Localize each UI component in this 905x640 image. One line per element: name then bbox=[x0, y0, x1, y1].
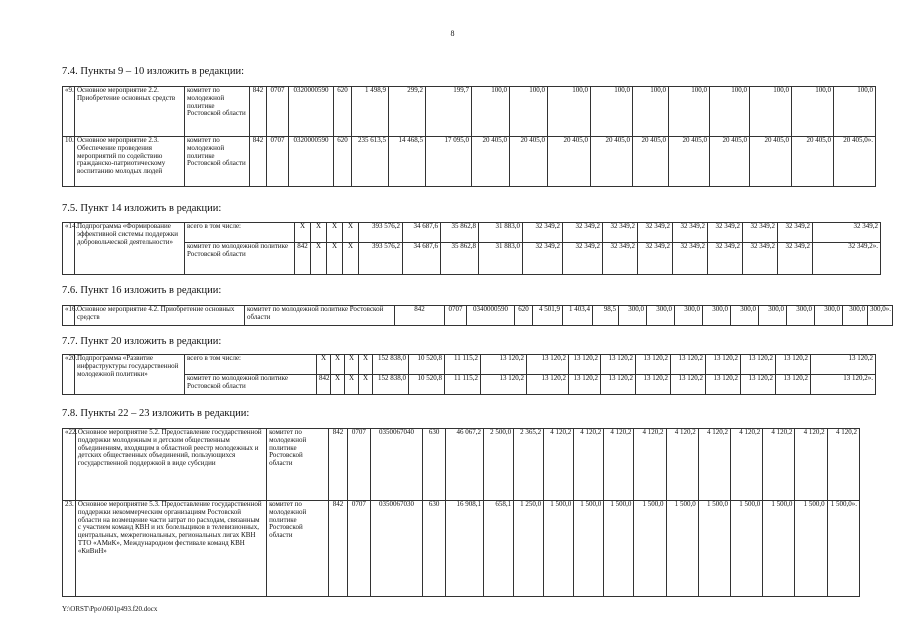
code-cell: X bbox=[359, 355, 373, 375]
code-cell: X bbox=[331, 355, 345, 375]
amount-cell: 13 120,2 bbox=[706, 355, 741, 375]
amount-cell: 13 120,2 bbox=[527, 355, 569, 375]
amount-cell: 32 349,2 bbox=[523, 243, 563, 275]
csr-code: 0350067040 bbox=[371, 429, 423, 501]
amount-cell: 100,0 bbox=[669, 87, 710, 137]
amount-cell: 299,2 bbox=[389, 87, 426, 137]
amount-cell: 20 405,0 bbox=[710, 137, 750, 187]
table-row bbox=[63, 375, 876, 395]
amount-cell: 300,0 bbox=[619, 306, 647, 326]
csr-code: 0350067030 bbox=[371, 501, 423, 597]
amount-cell: 300,0 bbox=[815, 306, 843, 326]
table-7-4 bbox=[62, 86, 876, 187]
amount-cell: 4 120,2 bbox=[698, 429, 730, 501]
code-cell: X bbox=[311, 223, 327, 243]
code-cell: 842 bbox=[317, 375, 331, 395]
amount-cell: 20 405,0 bbox=[591, 137, 633, 187]
amount-cell: 100,0 bbox=[792, 87, 834, 137]
amount-cell: 13 120,2 bbox=[601, 375, 636, 395]
section-heading-7-5: 7.5. Пункт 14 изложить в редакции: bbox=[62, 203, 222, 214]
amount-cell: 32 349,2 bbox=[813, 223, 881, 243]
amount-cell: 32 349,2 bbox=[563, 243, 603, 275]
table-row bbox=[63, 243, 881, 275]
amount-cell: 13 120,2 bbox=[776, 355, 811, 375]
amount-cell: 20 405,0 bbox=[472, 137, 510, 187]
amount-cell: 32 349,2 bbox=[563, 223, 603, 243]
amount-cell: 32 349,2 bbox=[743, 223, 778, 243]
amount-cell: 1 500,0 bbox=[574, 501, 604, 597]
amount-cell: 35 862,8 bbox=[441, 223, 479, 243]
row-number: 10. bbox=[63, 137, 75, 187]
code-cell: X bbox=[343, 243, 359, 275]
table-7-8 bbox=[62, 428, 860, 597]
amount-cell: 34 687,6 bbox=[403, 243, 441, 275]
amount-cell: 32 349,2 bbox=[708, 243, 743, 275]
amount-cell: 13 120,2». bbox=[811, 375, 876, 395]
amount-cell: 31 883,0 bbox=[479, 223, 523, 243]
amount-cell: 20 405,0 bbox=[669, 137, 710, 187]
amount-cell: 1 498,9 bbox=[352, 87, 389, 137]
amount-cell: 4 120,2 bbox=[544, 429, 574, 501]
amount-cell: 1 500,0 bbox=[666, 501, 698, 597]
amount-cell: 2 365,2 bbox=[514, 429, 544, 501]
csr-code: 0340000590 bbox=[467, 306, 515, 326]
code-cell: X bbox=[311, 243, 327, 275]
amount-cell: 32 349,2 bbox=[603, 223, 638, 243]
csr-code: 0320000590 bbox=[289, 87, 334, 137]
amount-cell: 4 120,2 bbox=[634, 429, 666, 501]
amount-cell: 1 500,0 bbox=[763, 501, 795, 597]
executor: комитет по молодежной политике Ростовской области bbox=[245, 306, 395, 326]
amount-cell: 300,0 bbox=[703, 306, 731, 326]
amount-cell: 13 120,2 bbox=[636, 355, 671, 375]
amount-cell: 1 403,4 bbox=[563, 306, 593, 326]
amount-cell: 13 120,2 bbox=[741, 375, 776, 395]
measure-name: Основное мероприятие 2.3. Обеспечение проведения мероприятий по содействию гражданско-патриотическому воспитанию молодых людей bbox=[75, 137, 185, 187]
amount-cell: 11 115,2 bbox=[445, 355, 481, 375]
amount-cell: 1 500,0 bbox=[544, 501, 574, 597]
amount-cell: 1 500,0 bbox=[634, 501, 666, 597]
executor: комитет по молодежной политике Ростовской области bbox=[185, 137, 250, 187]
table-row bbox=[63, 355, 876, 375]
table-7-5 bbox=[62, 222, 881, 275]
amount-cell: 34 687,6 bbox=[403, 223, 441, 243]
subprogram-name: Подпрограмма «Развитие инфраструктуры государственной молодежной политики» bbox=[75, 355, 185, 395]
executor: комитет по молодежной политике Ростовской области bbox=[185, 243, 295, 275]
table-7-6 bbox=[62, 305, 893, 326]
amount-cell: 32 349,2 bbox=[523, 223, 563, 243]
row-number: «22. bbox=[63, 429, 76, 501]
amount-cell: 1 250,0 bbox=[514, 501, 544, 597]
amount-cell: 32 349,2 bbox=[638, 223, 673, 243]
code-cell: X bbox=[345, 375, 359, 395]
amount-cell: 20 405,0 bbox=[548, 137, 591, 187]
amount-cell: 1 500,0 bbox=[698, 501, 730, 597]
amount-cell: 4 120,2 bbox=[574, 429, 604, 501]
measure-name: Основное мероприятие 5.3. Предоставление государственной поддержки некоммерческим организациям Ростовской области на возмещение части затрат по расходам, связанным с участием команд КВН и их болельщиков в телевизионных, центральных, межрегиональных, региональных лигах КВН ТТО «АМиК», Международном фестивале команд КВН «КиВиН» bbox=[75, 501, 266, 597]
table-row bbox=[63, 306, 893, 326]
amount-cell: 100,0 bbox=[834, 87, 876, 137]
amount-cell: 300,0 bbox=[759, 306, 787, 326]
grbs-code: 842 bbox=[250, 87, 267, 137]
amount-cell: 13 120,2 bbox=[481, 375, 527, 395]
section-heading-7-7: 7.7. Пункт 20 изложить в редакции: bbox=[62, 336, 222, 347]
vr-code: 620 bbox=[334, 137, 352, 187]
amount-cell: 32 349,2». bbox=[813, 243, 881, 275]
code-cell: X bbox=[331, 375, 345, 395]
amount-cell: 4 120,2 bbox=[666, 429, 698, 501]
section-heading-7-8: 7.8. Пункты 22 – 23 изложить в редакции: bbox=[62, 408, 250, 419]
amount-cell: 32 349,2 bbox=[673, 243, 708, 275]
executor: комитет по молодежной политике Ростовской области bbox=[267, 429, 329, 501]
section-heading-7-4: 7.4. Пункты 9 – 10 изложить в редакции: bbox=[62, 66, 245, 77]
amount-cell: 1 500,0». bbox=[827, 501, 859, 597]
amount-cell: 235 613,5 bbox=[352, 137, 389, 187]
amount-cell: 32 349,2 bbox=[638, 243, 673, 275]
amount-cell: 98,5 bbox=[593, 306, 619, 326]
vr-code: 630 bbox=[422, 501, 446, 597]
rzpr-code: 0707 bbox=[267, 87, 289, 137]
amount-cell: 20 405,0 bbox=[750, 137, 792, 187]
subprogram-name: Подпрограмма «Формирование эффективной системы поддержки добровольческой деятельности» bbox=[75, 223, 185, 275]
amount-cell: 152 838,0 bbox=[373, 375, 409, 395]
grbs-code: 842 bbox=[250, 137, 267, 187]
code-cell: X bbox=[317, 355, 331, 375]
code-cell: 842 bbox=[295, 243, 311, 275]
amount-cell: 100,0 bbox=[510, 87, 548, 137]
row-number: «9. bbox=[63, 87, 75, 137]
table-row bbox=[63, 429, 860, 501]
section-heading-7-6: 7.6. Пункт 16 изложить в редакции: bbox=[62, 285, 222, 296]
amount-cell: 35 862,8 bbox=[441, 243, 479, 275]
amount-cell: 4 120,2 bbox=[730, 429, 762, 501]
amount-cell: 4 120,2 bbox=[795, 429, 827, 501]
amount-cell: 13 120,2 bbox=[481, 355, 527, 375]
amount-cell: 100,0 bbox=[591, 87, 633, 137]
amount-cell: 4 120,2 bbox=[763, 429, 795, 501]
amount-cell: 393 576,2 bbox=[359, 223, 403, 243]
table-row bbox=[63, 501, 860, 597]
amount-cell: 32 349,2 bbox=[603, 243, 638, 275]
amount-cell: 300,0 bbox=[787, 306, 815, 326]
table-7-7 bbox=[62, 354, 876, 395]
amount-cell: 32 349,2 bbox=[743, 243, 778, 275]
amount-cell: 1 500,0 bbox=[730, 501, 762, 597]
amount-cell: 13 120,2 bbox=[671, 355, 706, 375]
rzpr-code: 0707 bbox=[267, 137, 289, 187]
amount-cell: 13 120,2 bbox=[811, 355, 876, 375]
measure-name: Основное мероприятие 5.2. Предоставление государственной поддержки молодежным и детским общественным объединениям, входящим в областной реестр молодежных и детских общественных объединений, пользующихся государственной поддержкой в виде субсидии bbox=[75, 429, 266, 501]
amount-cell: 100,0 bbox=[750, 87, 792, 137]
grbs-code: 842 bbox=[329, 501, 347, 597]
amount-cell: 20 405,0». bbox=[834, 137, 876, 187]
amount-cell: 100,0 bbox=[472, 87, 510, 137]
amount-cell: 13 120,2 bbox=[569, 375, 601, 395]
amount-cell: 4 120,2 bbox=[827, 429, 859, 501]
amount-cell: 32 349,2 bbox=[778, 223, 813, 243]
amount-cell: 10 520,8 bbox=[409, 375, 445, 395]
amount-cell: 4 501,9 bbox=[533, 306, 563, 326]
amount-cell: 11 115,2 bbox=[445, 375, 481, 395]
amount-cell: 1 500,0 bbox=[795, 501, 827, 597]
amount-cell: 300,0 bbox=[647, 306, 675, 326]
amount-cell: 2 500,0 bbox=[484, 429, 514, 501]
executor: комитет по молодежной политике Ростовской области bbox=[185, 87, 250, 137]
vr-code: 630 bbox=[422, 429, 446, 501]
amount-cell: 199,7 bbox=[426, 87, 472, 137]
row-number: «20. bbox=[63, 355, 75, 395]
code-cell: X bbox=[327, 223, 343, 243]
code-cell: X bbox=[343, 223, 359, 243]
amount-cell: 13 120,2 bbox=[636, 375, 671, 395]
amount-cell: 100,0 bbox=[710, 87, 750, 137]
vr-code: 620 bbox=[515, 306, 533, 326]
amount-cell: 31 883,0 bbox=[479, 243, 523, 275]
executor: комитет по молодежной политике Ростовской области bbox=[267, 501, 329, 597]
amount-cell: 300,0 bbox=[731, 306, 759, 326]
amount-cell: 13 120,2 bbox=[671, 375, 706, 395]
page-number: 8 bbox=[450, 29, 455, 38]
grbs-code: 842 bbox=[329, 429, 347, 501]
amount-cell: 1 500,0 bbox=[604, 501, 634, 597]
amount-cell: 16 908,1 bbox=[446, 501, 484, 597]
executor: комитет по молодежной политике Ростовской области bbox=[185, 375, 317, 395]
amount-cell: 300,0». bbox=[868, 306, 893, 326]
row-number: «14. bbox=[63, 223, 75, 275]
amount-cell: 46 067,2 bbox=[446, 429, 484, 501]
amount-cell: 10 520,8 bbox=[409, 355, 445, 375]
csr-code: 0320000590 bbox=[289, 137, 334, 187]
amount-cell: 13 120,2 bbox=[776, 375, 811, 395]
rzpr-code: 0707 bbox=[347, 429, 371, 501]
amount-cell: 658,1 bbox=[484, 501, 514, 597]
amount-cell: 13 120,2 bbox=[706, 375, 741, 395]
amount-cell: 13 120,2 bbox=[527, 375, 569, 395]
file-path-footer: Y:\ORST\Ppo\0601p493.f20.docx bbox=[62, 605, 158, 613]
code-cell: X bbox=[345, 355, 359, 375]
amount-cell: 13 120,2 bbox=[569, 355, 601, 375]
amount-cell: 20 405,0 bbox=[792, 137, 834, 187]
amount-cell: 300,0 bbox=[843, 306, 868, 326]
amount-cell: 20 405,0 bbox=[633, 137, 669, 187]
code-cell: X bbox=[295, 223, 311, 243]
measure-name: Основное мероприятие 2.2. Приобретение основных средств bbox=[75, 87, 185, 137]
table-row bbox=[63, 137, 876, 187]
amount-cell: 32 349,2 bbox=[708, 223, 743, 243]
code-cell: X bbox=[327, 243, 343, 275]
rzpr-code: 0707 bbox=[347, 501, 371, 597]
amount-cell: 14 468,5 bbox=[389, 137, 426, 187]
amount-cell: 100,0 bbox=[633, 87, 669, 137]
grbs-code: 842 bbox=[395, 306, 445, 326]
row-number: 23. bbox=[63, 501, 76, 597]
amount-cell: 32 349,2 bbox=[673, 223, 708, 243]
table-row bbox=[63, 87, 876, 137]
amount-cell: 300,0 bbox=[675, 306, 703, 326]
vr-code: 620 bbox=[334, 87, 352, 137]
amount-cell: 13 120,2 bbox=[741, 355, 776, 375]
amount-cell: 13 120,2 bbox=[601, 355, 636, 375]
amount-cell: 32 349,2 bbox=[778, 243, 813, 275]
table-row bbox=[63, 223, 881, 243]
amount-cell: 20 405,0 bbox=[510, 137, 548, 187]
code-cell: X bbox=[359, 375, 373, 395]
amount-cell: 393 576,2 bbox=[359, 243, 403, 275]
executor: всего в том числе: bbox=[185, 223, 295, 243]
row-number: «16. bbox=[63, 306, 75, 326]
amount-cell: 100,0 bbox=[548, 87, 591, 137]
amount-cell: 17 095,0 bbox=[426, 137, 472, 187]
measure-name: Основное мероприятие 4.2. Приобретение основных средств bbox=[75, 306, 245, 326]
executor: всего в том числе: bbox=[185, 355, 317, 375]
amount-cell: 152 838,0 bbox=[373, 355, 409, 375]
rzpr-code: 0707 bbox=[445, 306, 467, 326]
amount-cell: 4 120,2 bbox=[604, 429, 634, 501]
